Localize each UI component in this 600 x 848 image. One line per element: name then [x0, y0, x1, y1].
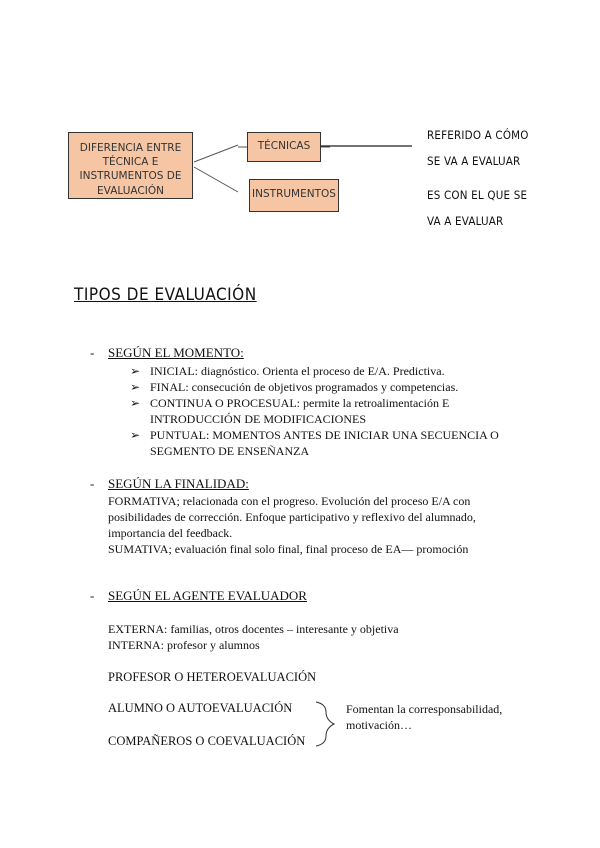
arrow-bullet-icon: ➢: [130, 380, 141, 394]
main-concept-text: DIFERENCIA ENTRE TÉCNICA E INSTRUMENTOS DE EVALUACIÓN: [79, 142, 182, 197]
instrumentos-description: ES CON EL QUE SE VA A EVALUAR: [427, 188, 528, 228]
arrow-bullet-icon: ➢: [130, 428, 141, 442]
momento-item: ➢ FINAL: consecución de objetivos programados y competencias.: [130, 380, 459, 394]
momento-item: ➢ PUNTUAL: MOMENTOS ANTES DE INICIAR UNA SECUENCIA O SEGMENTO DE ENSEÑANZA: [130, 428, 499, 458]
dash-bullet: -: [90, 588, 95, 603]
dash-bullet: -: [90, 345, 95, 360]
tecnicas-description: REFERIDO A CÓMO SE VA A EVALUAR: [427, 128, 529, 168]
curly-brace-icon: [312, 700, 342, 748]
sumativa-text: SUMATIVA; evaluación final solo final, final proceso de EA— promoción: [108, 542, 469, 556]
tecnicas-label: TÉCNICAS: [257, 140, 311, 152]
externa-text: EXTERNA: familias, otros docentes – interesante y objetiva: [108, 622, 399, 636]
momento-item: ➢ CONTINUA O PROCESUAL: permite la retroalimentación E INTRODUCCIÓN DE MODIFICACIONES: [130, 396, 450, 426]
instrumentos-box: [249, 179, 339, 212]
instrumentos-label: INSTRUMENTOS: [252, 188, 336, 200]
tecnicas-box: [247, 132, 321, 162]
section-title: TIPOS DE EVALUACIÓN: [74, 285, 257, 305]
momento-heading: SEGÚN EL MOMENTO:: [108, 345, 244, 360]
autoevaluacion-text: ALUMNO O AUTOEVALUACIÓN: [108, 701, 293, 715]
momento-item: ➢ INICIAL: diagnóstico. Orienta el proceso de E/A. Predictiva.: [130, 364, 445, 378]
corresponsabilidad-note: Fomentan la corresponsabilidad, motivación…: [346, 702, 503, 732]
finalidad-heading: SEGÚN LA FINALIDAD:: [108, 476, 249, 491]
interna-text: INTERNA: profesor y alumnos: [108, 638, 260, 652]
agente-heading: SEGÚN EL AGENTE EVALUADOR: [108, 588, 307, 603]
heteroevaluacion-text: PROFESOR O HETEROEVALUACIÓN: [108, 670, 317, 684]
arrow-bullet-icon: ➢: [130, 396, 141, 410]
arrow-bullet-icon: ➢: [130, 364, 141, 378]
dash-bullet: -: [90, 476, 95, 491]
formativa-text: FORMATIVA; relacionada con el progreso. Evolución del proceso E/A con posibilidades de corrección. Enfoque participativo y reflexivo del alumnado, importancia del feedback.: [108, 494, 476, 540]
coevaluacion-text: COMPAÑEROS O COEVALUACIÓN: [108, 734, 306, 748]
main-concept-box: [68, 132, 193, 199]
